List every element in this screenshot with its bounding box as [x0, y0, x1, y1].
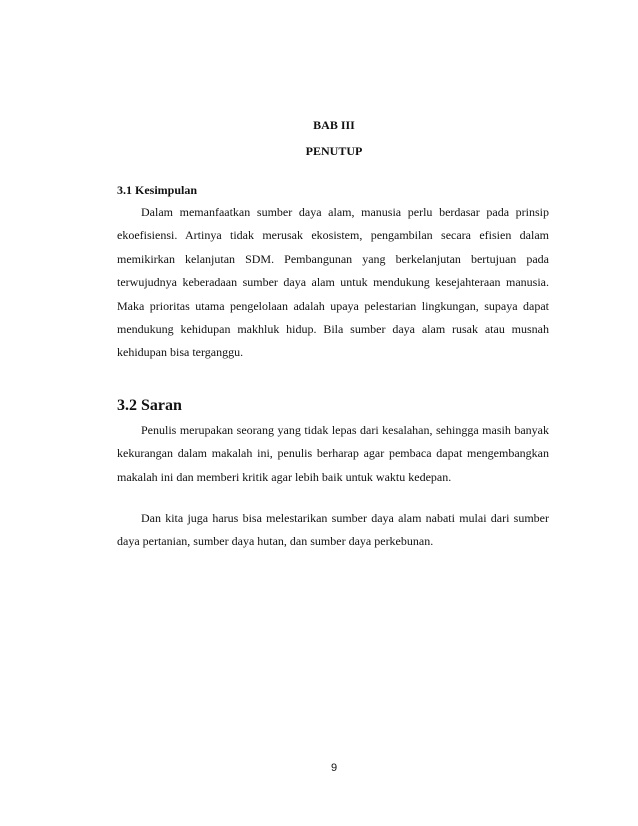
paragraph-saran-1: Penulis merupakan seorang yang tidak lepas dari kesalahan, sehingga masih banyak kekurangan dalam makalah ini, penulis berharap agar pembaca dapat mengembangkan makalah ini dan memberi kritik agar lebih baik untuk waktu kedepan.	[117, 423, 549, 484]
paragraph-kesimpulan: Dalam memanfaatkan sumber daya alam, manusia perlu berdasar pada prinsip ekoefisiensi. Artinya tidak merusak ekosistem, pengambilan secara efisien dalam memikirkan kelanjutan SDM. Pembangunan yang berkelanjutan bertujuan pada terwujudnya keberadaan sumber daya alam untuk mendukung kesejahteraan manusia. Maka prioritas utama pengelolaan adalah upaya pelestarian lingkungan, supaya dapat mendukung kehidupan makhluk hidup. Bila sumber daya alam rusak atau musnah kehidupan bisa terganggu.	[117, 205, 549, 360]
page-number: 9	[330, 762, 338, 774]
section-heading-kesimpulan: 3.1 Kesimpulan	[117, 183, 198, 197]
chapter-label: BAB III	[313, 118, 355, 132]
paragraph-saran-2: Dan kita juga harus bisa melestarikan sumber daya alam nabati mulai dari sumber daya pertanian, sumber daya hutan, dan sumber daya perkebunan.	[117, 511, 549, 549]
section-heading-saran: 3.2 Saran	[117, 397, 182, 414]
chapter-title: PENUTUP	[305, 144, 363, 158]
